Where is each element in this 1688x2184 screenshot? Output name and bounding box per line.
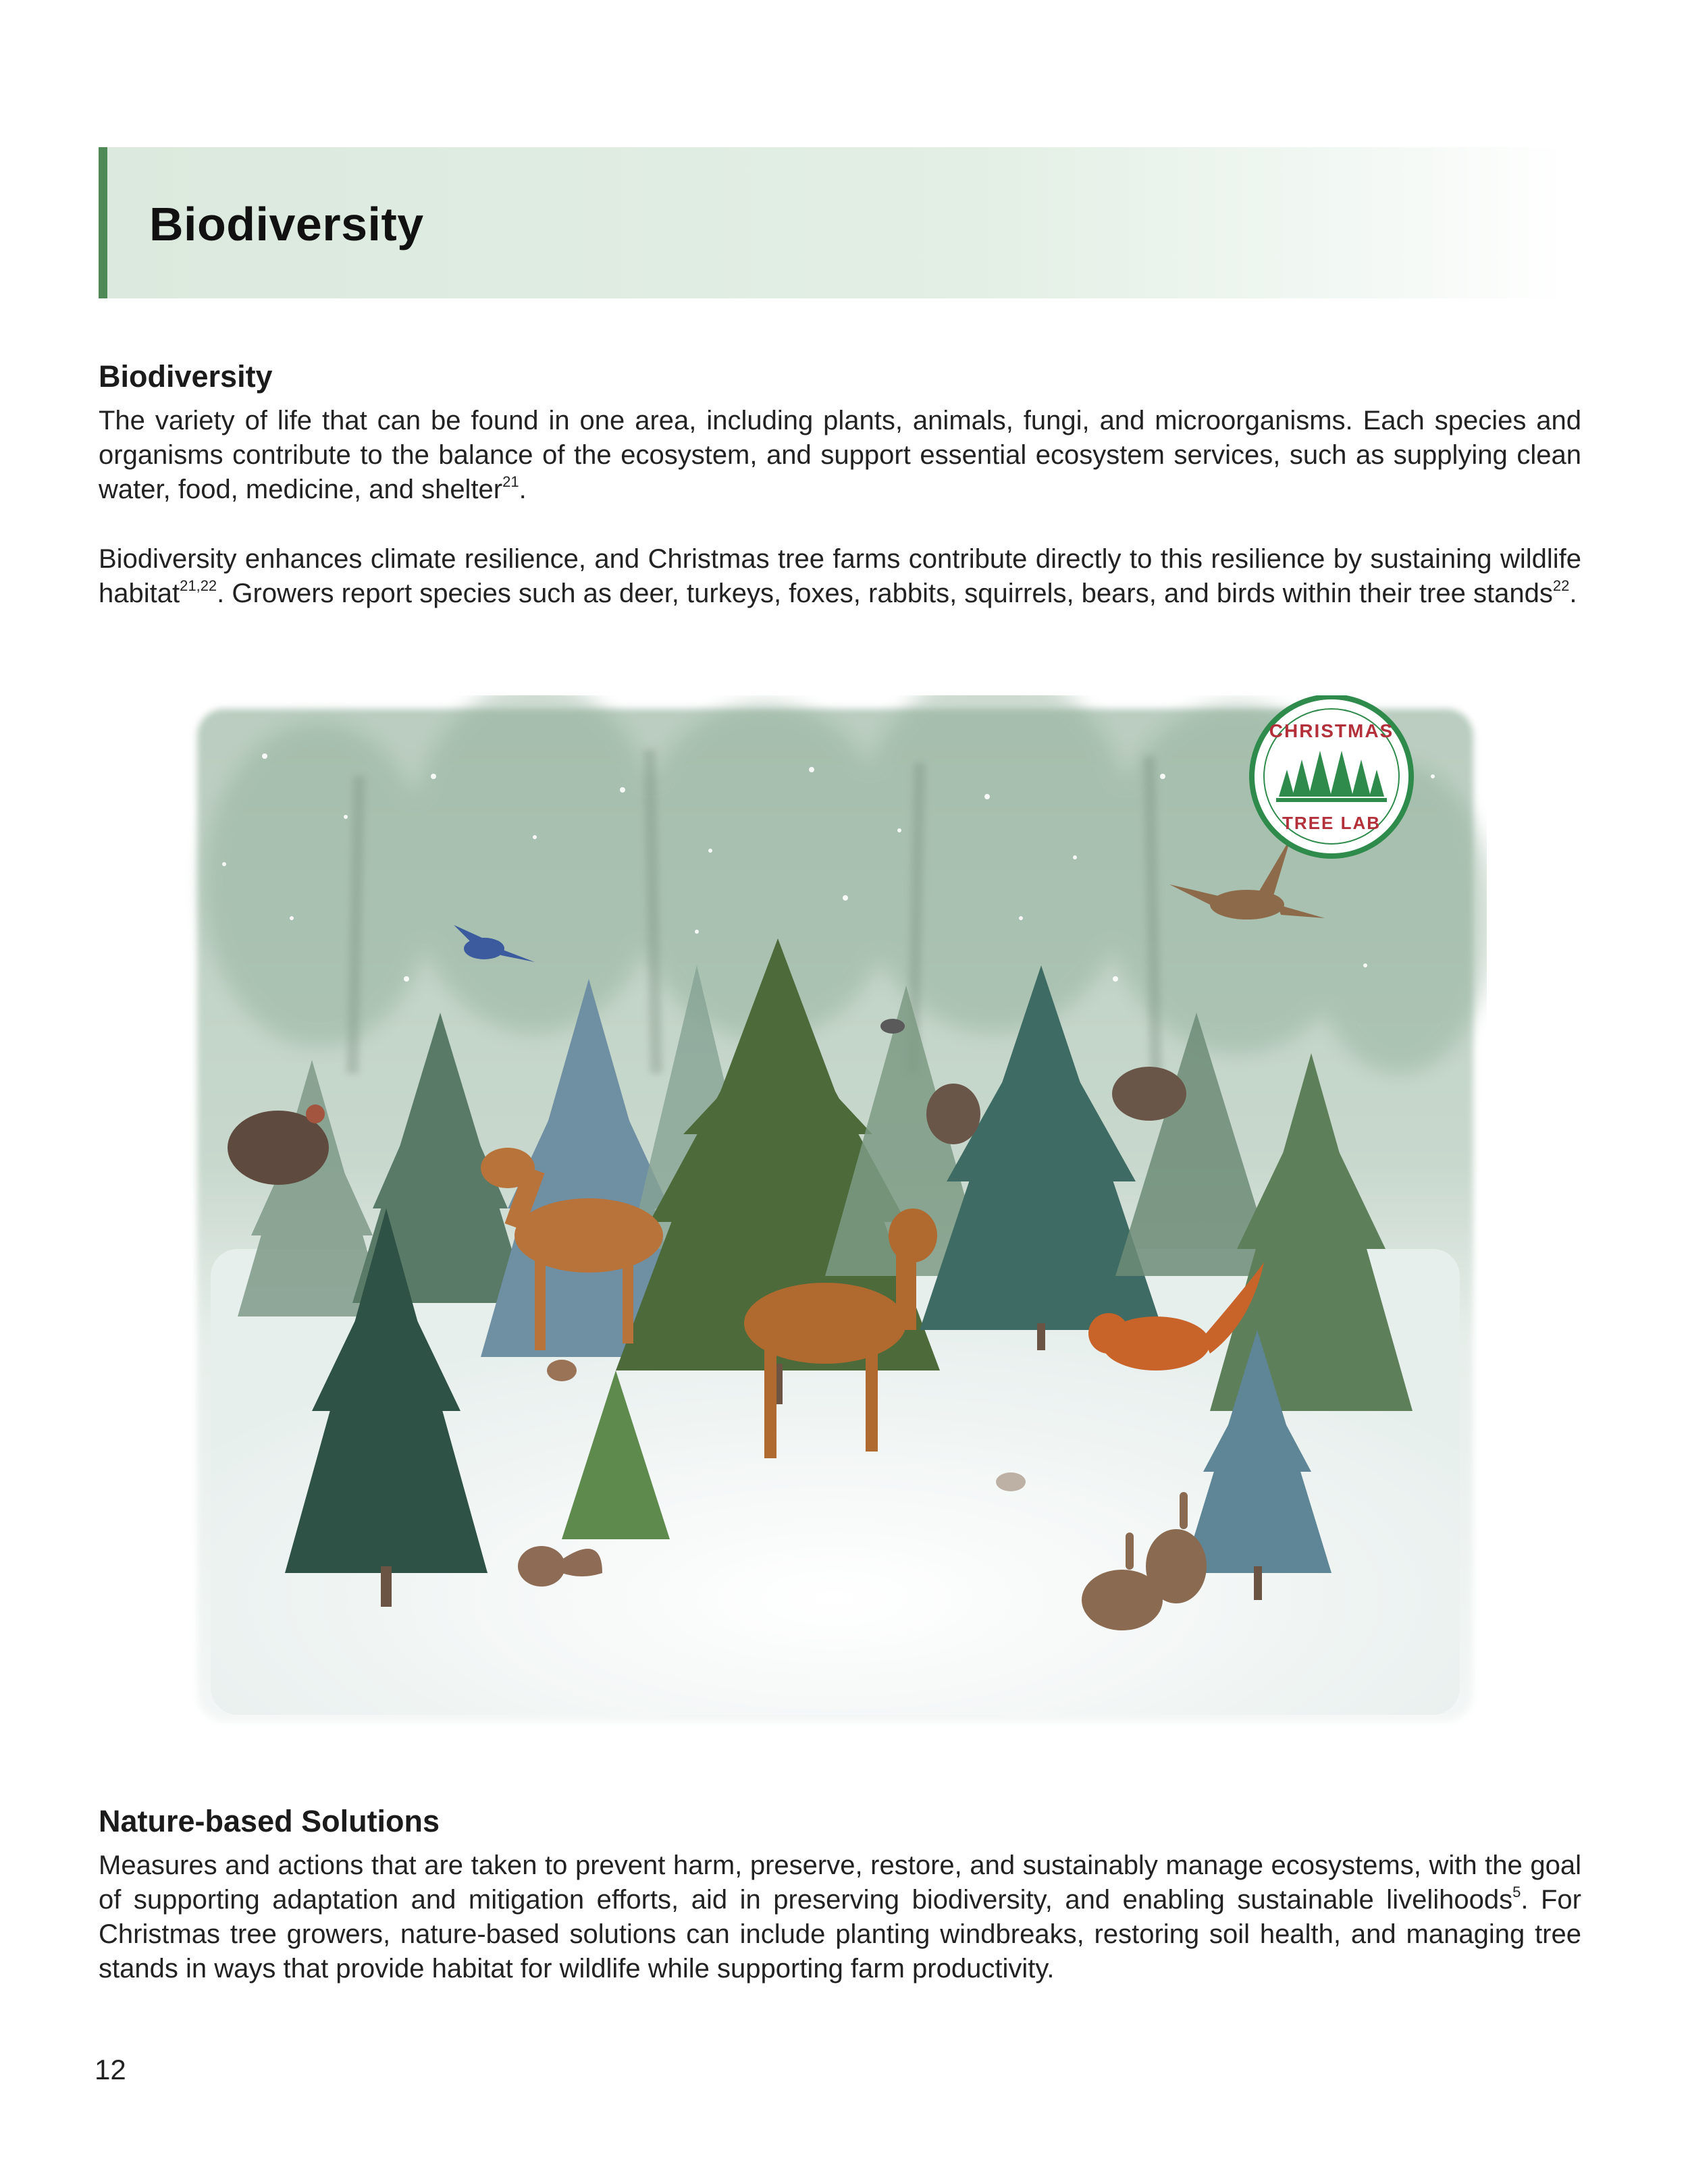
resilience-text: . Growers report species such as deer, turkeys, foxes, rabbits, squirrels, bears, and birds within their tree stands xyxy=(217,579,1553,608)
nbs-definition xyxy=(99,1848,1581,1986)
biodiversity-heading: Biodiversity xyxy=(99,359,273,394)
section-banner xyxy=(99,147,1568,298)
citation: 21,22 xyxy=(180,577,217,594)
page-number: 12 xyxy=(95,2054,126,2085)
biodiversity-resilience xyxy=(99,542,1581,611)
punctuation: . xyxy=(1569,579,1577,608)
logo-bottom-text: TREE LAB xyxy=(1282,813,1381,833)
citation: 22 xyxy=(1552,577,1570,594)
christmas-tree-lab-logo xyxy=(1252,697,1411,856)
nbs-heading: Nature-based Solutions xyxy=(99,1804,440,1838)
winter-forest-illustration xyxy=(184,695,1487,1745)
punctuation: . xyxy=(519,475,527,504)
biodiversity-definition xyxy=(99,404,1581,507)
nbs-text: . For Christmas tree growers, nature-based solutions can include planting windbreaks, restoring soil health, and managing tree stands in ways that provide habitat for wildlife while supporting farm productivity. xyxy=(99,1885,1581,1983)
citation: 5 xyxy=(1512,1884,1521,1900)
chickadee xyxy=(880,1019,905,1034)
biodiversity-section xyxy=(99,359,1581,611)
page-title: Biodiversity xyxy=(149,198,424,250)
resilience-text: Biodiversity enhances climate resilience, and Christmas tree farms contribute directly to this resilience by sustaining wildlife habitat xyxy=(99,544,1581,608)
nbs-text: Measures and actions that are taken to prevent harm, preserve, restore, and sustainably manage ecosystems, with the goal of supporting adaptation and mitigation efforts, aid in preserving biodiversity, and enabling sustainable livelihoods xyxy=(99,1850,1581,1915)
nature-based-solutions-section xyxy=(99,1804,1581,1986)
citation: 21 xyxy=(502,473,519,490)
chipmunk xyxy=(547,1360,577,1381)
mouse xyxy=(996,1472,1026,1491)
definition-text: The variety of life that can be found in one area, including plants, animals, fungi, and microorganisms. Each species and organisms contribute to the balance of the ecosystem, and support essential ecosystem services, such as supplying clean water, food, medicine, and shelter xyxy=(99,406,1581,504)
logo-top-text: CHRISTMAS xyxy=(1269,720,1394,741)
